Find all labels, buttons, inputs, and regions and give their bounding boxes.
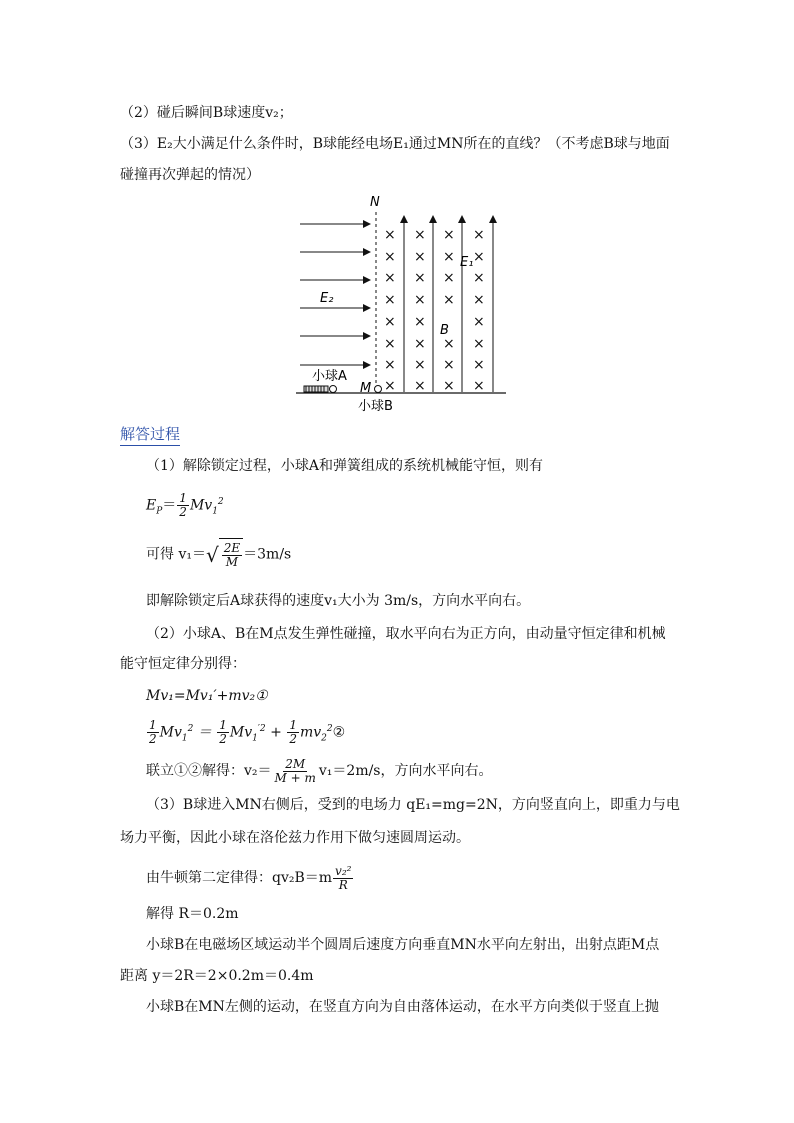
svg-text:×: × [443,292,455,308]
solution-3-line5: 小球B在MN左侧的运动，在竖直方向为自由落体运动，在水平方向类似于竖直上抛 [146,999,659,1015]
svg-text:×: × [473,249,485,265]
svg-text:×: × [384,249,396,265]
svg-text:×: × [384,292,396,308]
svg-text:×: × [473,314,485,330]
svg-text:×: × [384,227,396,243]
label-N: N [370,195,380,210]
label-M: M [360,381,372,396]
svg-text:×: × [414,314,426,330]
solution-3-R: 解得 R＝0.2m [146,906,239,922]
e2-field-arrows [300,224,370,365]
svg-text:×: × [473,378,485,394]
solution-3-newton: 由牛顿第二定律得：qv₂B＝m $\frac{\text{v₂²}}{R}$ [146,863,352,892]
label-E2: E₂ [320,291,334,306]
solution-2-line1: （2）小球A、B在M点发生弹性碰撞，取水平向右为正方向，由动量守恒定律和机械 [146,626,666,642]
label-ball-B: 小球B [358,399,393,414]
svg-text:×: × [473,292,485,308]
question-3-line2: 碰撞再次弹起的情况） [120,167,260,183]
solution-2-solve: 联立①②解得：v₂＝ $\frac{2M}{M + m}$ v₁＝2m/s，方向水平向右。 [146,756,493,785]
field-diagram [290,192,520,414]
solution-1-intro: （1）解除锁定过程，小球A和弹簧组成的系统机械能守恒，则有 [146,458,544,474]
svg-text:×: × [384,270,396,286]
label-ball-A: 小球A [312,369,347,384]
svg-text:×: × [443,227,455,243]
svg-text:×: × [473,357,485,373]
svg-text:×: × [473,270,485,286]
svg-text:×: × [414,270,426,286]
svg-text:×: × [384,378,396,394]
solution-3-line2: 场力平衡，因此小球在洛伦兹力作用下做匀速圆周运动。 [120,830,470,846]
solution-2-line2: 能守恒定律分别得： [120,656,246,672]
ball-A [330,386,337,393]
svg-text:×: × [443,357,455,373]
svg-text:×: × [414,292,426,308]
spring [304,386,328,392]
svg-text:×: × [414,336,426,352]
svg-text:×: × [414,378,426,394]
label-B-field: B [440,323,449,338]
solution-2-eq2: $\frac{1}{2}$ $Mv_1^2$ ＝ $\frac{1}{2}$ $Mv_1^{'2}$ + $\frac{1}{2}$ $mv_2^2②$ [149,718,346,747]
question-3-line1: （3）E₂大小满足什么条件时，B球能经电场E₁通过MN所在的直线？（不考虑B球与地面 [120,136,670,152]
svg-text:×: × [443,270,455,286]
svg-text:×: × [473,227,485,243]
question-2: （2）碰后瞬间B球速度v₂； [120,105,293,121]
svg-text:×: × [443,249,455,265]
svg-text:×: × [384,336,396,352]
solution-2-eq1: Mv₁=Mv₁′+mv₂① [146,688,268,704]
svg-text:×: × [414,357,426,373]
solution-3-line1: （3）B球进入MN右侧后，受到的电场力 qE₁=mg=2N，方向竖直向上，即重力与电 [146,797,680,813]
svg-text:×: × [443,378,455,394]
label-E1: E₁ [460,255,474,270]
svg-text:×: × [384,357,396,373]
svg-text:×: × [414,227,426,243]
solution-3-line4: 距离 y＝2R＝2×0.2m＝0.4m [120,968,314,984]
svg-text:×: × [473,336,485,352]
solution-1-equation: $E_P=$ $\frac{1}{2}$ $Mv_1^2$ [146,491,224,520]
solution-1-conclusion: 即解除锁定后A球获得的速度v₁大小为 3m/s，方向水平向右。 [146,593,531,609]
magnetic-field-crosses [384,227,485,394]
svg-text:×: × [384,314,396,330]
ball-B [375,386,382,393]
solution-1-result: 可得 v₁＝ √ $\frac{2E}{M}$ ＝3m/s [146,538,291,571]
svg-text:×: × [443,336,455,352]
solution-heading: 解答过程 [120,424,180,446]
solution-3-line3: 小球B在电磁场区域运动半个圆周后速度方向垂直MN水平向左射出，出射点距M点 [146,937,660,953]
svg-text:×: × [414,249,426,265]
